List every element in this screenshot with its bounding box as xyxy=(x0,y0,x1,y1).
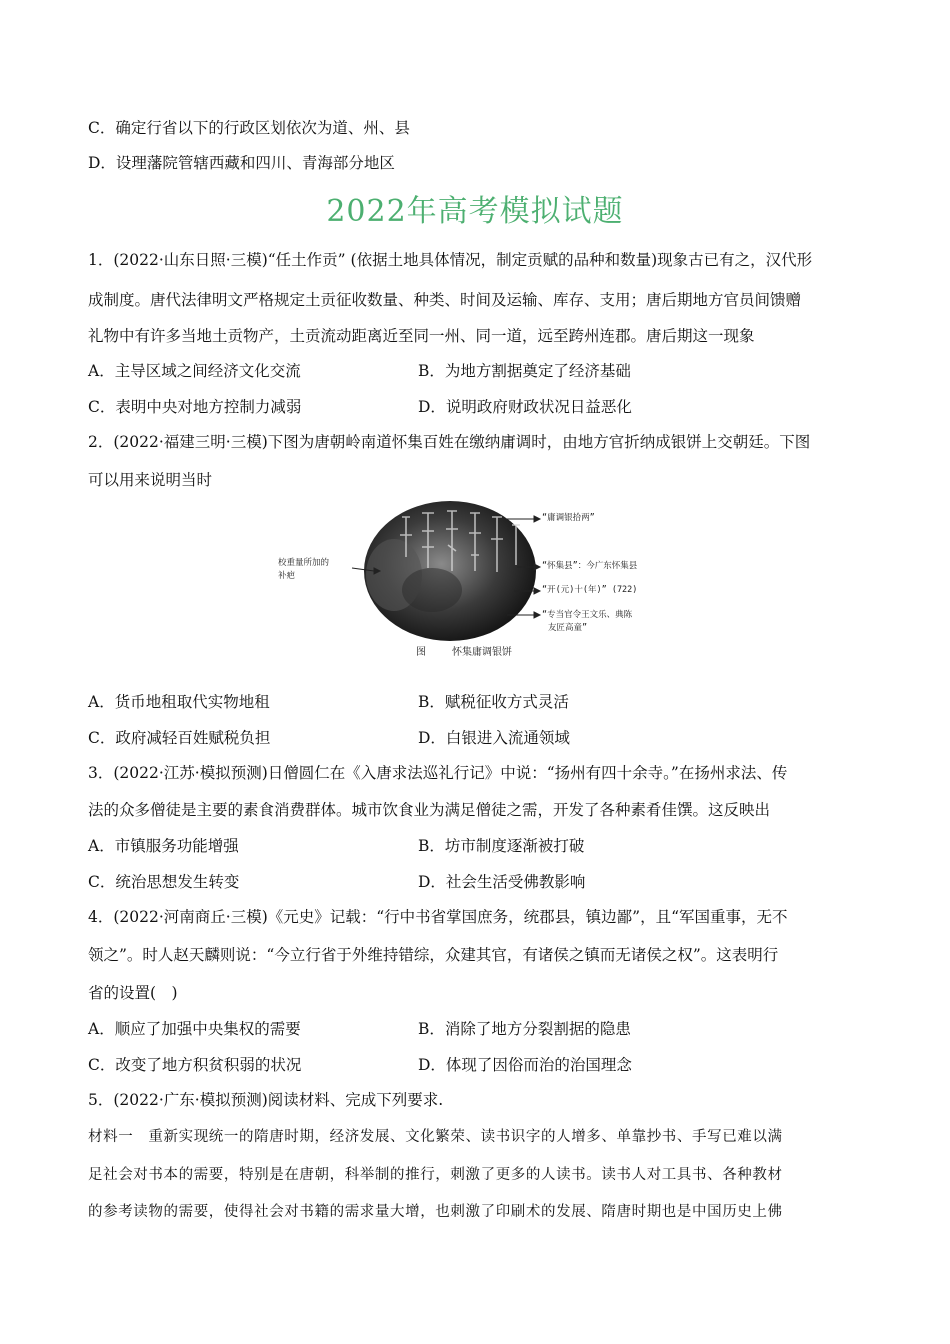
q2-option-d: D．白银进入流通领域 xyxy=(418,729,570,747)
silver-cake-image xyxy=(272,495,682,665)
q4-option-d: D．体现了因俗而治的治国理念 xyxy=(418,1056,632,1074)
label-huaiji-county: “怀集县”：今广东怀集县 xyxy=(542,561,638,571)
q3-option-c: C．统治思想发生转变 xyxy=(88,873,240,891)
figure-caption: 怀集庸调银饼 xyxy=(452,647,512,658)
q1-stem-line-2: 成制度。唐代法律明文严格规定土贡征收数量、种类、时间及运输、库存、支用；唐后期地方官员间馈赠 xyxy=(88,291,802,309)
q4-option-b: B．消除了地方分裂割据的隐患 xyxy=(418,1020,631,1038)
q4-option-c: C．改变了地方积贫积弱的状况 xyxy=(88,1056,302,1074)
silver-cake-figure xyxy=(272,495,682,665)
q1-option-d: D．说明政府财政状况日益恶化 xyxy=(418,398,632,416)
q2-stem-line-1: 2．(2022·福建三明·三模)下图为唐朝岭南道怀集百姓在缴纳庸调时，由地方官折纳成银饼上交朝廷。下图 xyxy=(88,433,811,451)
q4-stem-line-1: 4．(2022·河南商丘·三模)《元史》记载：“行中书省掌国庶务，统郡县，镇边鄙”，且“军国重事，无不 xyxy=(88,908,788,926)
q3-option-b: B．坊市制度逐渐被打破 xyxy=(418,837,585,855)
label-officials-2: 友匠高童” xyxy=(548,623,588,633)
q2-option-c: C．政府减轻百姓赋税负担 xyxy=(88,729,271,747)
q4-stem-line-3: 省的设置( ) xyxy=(88,984,178,1002)
q3-stem-line-2: 法的众多僧徒是主要的素食消费群体。城市饮食业为满足僧徒之需，开发了各种素肴佳馔。这反映出 xyxy=(88,801,771,819)
q1-option-b: B．为地方割据奠定了经济基础 xyxy=(418,362,631,380)
q4-option-a: A．顺应了加强中央集权的需要 xyxy=(88,1020,301,1038)
q3-stem-line-1: 3．(2022·江苏·模拟预测)日僧圆仁在《入唐求法巡礼行记》中说：“扬州有四十余寺。”在扬州求法、传 xyxy=(88,764,788,782)
q1-option-a: A．主导区域之间经济文化交流 xyxy=(88,362,301,380)
q1-stem-line-3: 礼物中有许多当地土贡物产，土贡流动距离近至同一州、同一道，远至跨州连郡。唐后期这一现象 xyxy=(88,327,755,345)
section-title: 2022年高考模拟试题 xyxy=(326,194,624,229)
prev-option-d: D．设理藩院管辖西藏和四川、青海部分地区 xyxy=(88,154,395,172)
label-kaiyuan-year: “开(元)十(年)” (722) xyxy=(542,585,638,595)
q5-material-line-2: 足社会对书本的需要，特别是在唐朝，科举制的推行，刺激了更多的人读书。读书人对工具书、各种教材 xyxy=(88,1167,783,1183)
q1-stem-line-1: 1．(2022·山东日照·三模)“任土作贡” (依据土地具体情况，制定贡赋的品种和数量)现象古已有之，汉代形 xyxy=(88,251,813,269)
label-officials-1: “专当官令王文乐、典陈 xyxy=(542,610,633,620)
q5-material-line-3: 的参考读物的需要，使得社会对书籍的需求量大增，也刺激了印刷术的发展、隋唐时期也是中国历史上佛 xyxy=(88,1204,783,1220)
prev-option-c: C．确定行省以下的行政区划依次为道、州、县 xyxy=(88,119,410,137)
figure-caption-prefix: 图 xyxy=(416,647,426,658)
label-yongdiao-silver: “庸调银拾两” xyxy=(542,513,595,523)
label-weight-patch-2: 补疤 xyxy=(278,571,296,581)
q4-stem-line-2: 领之”。时人赵天麟则说：“今立行省于外维持错综，众建其官，有诸侯之镇而无诸侯之权”。这表明行 xyxy=(88,946,779,964)
q5-material-line-1: 材料一 重新实现统一的隋唐时期，经济发展、文化繁荣、读书识字的人增多、单靠抄书、手写已难以满 xyxy=(88,1129,783,1145)
q2-option-b: B．赋税征收方式灵活 xyxy=(418,693,569,711)
q3-option-a: A．市镇服务功能增强 xyxy=(88,837,239,855)
q1-option-c: C．表明中央对地方控制力减弱 xyxy=(88,398,302,416)
q2-option-a: A．货币地租取代实物地租 xyxy=(88,693,270,711)
q2-stem-line-2: 可以用来说明当时 xyxy=(88,471,213,489)
q3-option-d: D．社会生活受佛教影响 xyxy=(418,873,586,891)
label-weight-patch-1: 校重量所加的 xyxy=(278,558,330,568)
q5-intro: 5．(2022·广东·模拟预测)阅读材料、完成下列要求. xyxy=(88,1091,444,1109)
